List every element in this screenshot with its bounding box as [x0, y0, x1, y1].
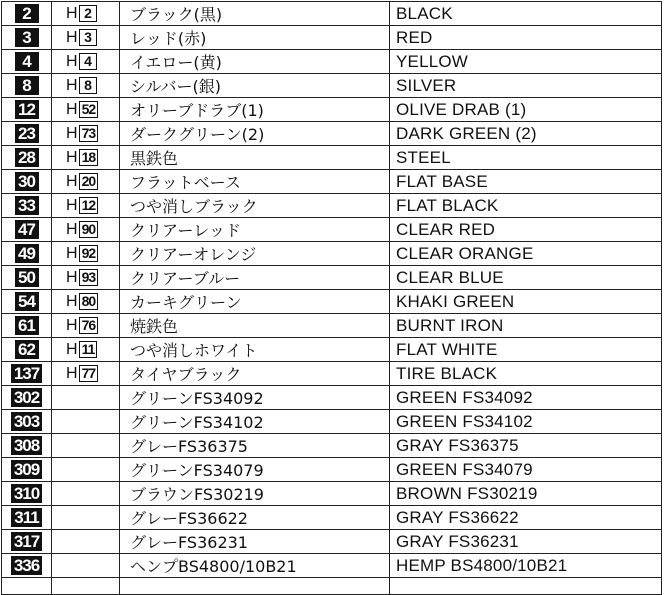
empty-cell [390, 578, 662, 595]
table-row [2, 2, 662, 26]
h-code-cell [52, 554, 120, 578]
paint-code-badge: 8 [15, 76, 39, 95]
english-name-cell: CLEAR ORANGE [390, 242, 662, 266]
paint-code-badge: 137 [11, 364, 42, 383]
paint-code-badge: 308 [11, 436, 42, 455]
h-code-badge: 90 [79, 221, 99, 238]
paint-code-cell [2, 122, 52, 146]
paint-code-cell [2, 146, 52, 170]
paint-code-cell [2, 266, 52, 290]
paint-code-cell [2, 74, 52, 98]
paint-code-cell [2, 26, 52, 50]
paint-code-cell [2, 482, 52, 506]
english-name-cell: RED [390, 26, 662, 50]
paint-code-badge: 317 [11, 532, 42, 551]
paint-code-badge: 61 [15, 316, 39, 335]
paint-code-badge: 50 [15, 268, 39, 287]
table-row [2, 146, 662, 170]
paint-code-cell [2, 314, 52, 338]
paint-code-cell [2, 338, 52, 362]
table-row [2, 338, 662, 362]
english-name-cell: GRAY FS36622 [390, 506, 662, 530]
paint-code-badge: 302 [11, 388, 42, 407]
paint-code-cell [2, 386, 52, 410]
paint-code-badge: 311 [11, 508, 41, 527]
h-code-cell [52, 2, 120, 26]
japanese-name-cell: クリアーレッド [120, 218, 390, 242]
table-row [2, 314, 662, 338]
english-name-cell: GRAY FS36375 [390, 434, 662, 458]
paint-code-cell [2, 194, 52, 218]
table-row [2, 530, 662, 554]
paint-code-cell [2, 50, 52, 74]
h-code-badge: 77 [79, 365, 99, 382]
paint-code-badge: 303 [11, 412, 42, 431]
h-code-cell [52, 218, 120, 242]
h-code-badge: 73 [79, 125, 99, 142]
paint-code-badge: 309 [11, 460, 42, 479]
japanese-name-cell: 黒鉄色 [120, 146, 390, 170]
h-code-cell [52, 458, 120, 482]
paint-code-cell [2, 290, 52, 314]
table-row [2, 386, 662, 410]
english-name-cell: TIRE BLACK [390, 362, 662, 386]
table-row [2, 50, 662, 74]
table-row [2, 170, 662, 194]
japanese-name-cell: フラットベース [120, 170, 390, 194]
paint-code-badge: 47 [15, 220, 39, 239]
english-name-cell: CLEAR BLUE [390, 266, 662, 290]
h-code-cell [52, 242, 120, 266]
english-name-cell: GREEN FS34102 [390, 410, 662, 434]
japanese-name-cell: クリアーオレンジ [120, 242, 390, 266]
english-name-cell: GREEN FS34092 [390, 386, 662, 410]
paint-code-badge: 3 [15, 28, 39, 47]
h-code-cell [52, 50, 120, 74]
h-code-badge: 76 [79, 317, 99, 334]
h-code-cell [52, 506, 120, 530]
h-code-cell [52, 194, 120, 218]
table-row [2, 242, 662, 266]
paint-table [1, 1, 662, 595]
h-prefix: H [66, 220, 78, 238]
h-code-cell [52, 386, 120, 410]
english-name-cell: BLACK [390, 2, 662, 26]
japanese-name-cell: オリーブドラブ(1) [120, 98, 390, 122]
h-code-badge: 20 [79, 173, 99, 190]
h-prefix: H [66, 316, 78, 334]
japanese-name-cell: ブラウンFS30219 [120, 482, 390, 506]
paint-code-badge: 33 [15, 196, 39, 215]
english-name-cell: BROWN FS30219 [390, 482, 662, 506]
h-code-cell [52, 266, 120, 290]
table-row [2, 122, 662, 146]
h-prefix: H [66, 340, 78, 358]
table-row [2, 266, 662, 290]
table-row [2, 410, 662, 434]
english-name-cell: DARK GREEN (2) [390, 122, 662, 146]
paint-code-badge: 4 [15, 52, 39, 71]
english-name-cell: KHAKI GREEN [390, 290, 662, 314]
h-prefix: H [66, 196, 78, 214]
h-prefix: H [66, 28, 78, 46]
japanese-name-cell: タイヤブラック [120, 362, 390, 386]
paint-table-body [2, 2, 662, 595]
japanese-name-cell: カーキグリーン [120, 290, 390, 314]
table-row [2, 434, 662, 458]
english-name-cell: BURNT IRON [390, 314, 662, 338]
empty-cell [52, 578, 120, 595]
paint-code-cell [2, 530, 52, 554]
english-name-cell: CLEAR RED [390, 218, 662, 242]
h-code-cell [52, 26, 120, 50]
h-code-badge: 93 [79, 269, 99, 286]
h-prefix: H [66, 4, 78, 22]
paint-code-cell [2, 458, 52, 482]
japanese-name-cell: ブラック(黒) [120, 2, 390, 26]
english-name-cell: FLAT BLACK [390, 194, 662, 218]
paint-code-cell [2, 218, 52, 242]
h-prefix: H [66, 124, 78, 142]
h-prefix: H [66, 292, 78, 310]
table-row [2, 458, 662, 482]
english-name-cell: YELLOW [390, 50, 662, 74]
h-code-cell [52, 98, 120, 122]
table-row [2, 194, 662, 218]
h-code-cell [52, 146, 120, 170]
table-row [2, 26, 662, 50]
japanese-name-cell: つや消しホワイト [120, 338, 390, 362]
english-name-cell: STEEL [390, 146, 662, 170]
h-code-cell [52, 122, 120, 146]
paint-code-cell [2, 2, 52, 26]
japanese-name-cell: シルバー(銀) [120, 74, 390, 98]
h-code-badge: 92 [79, 245, 99, 262]
h-code-badge: 11 [79, 341, 98, 358]
h-code-badge: 80 [79, 293, 99, 310]
japanese-name-cell: 焼鉄色 [120, 314, 390, 338]
english-name-cell: GRAY FS36231 [390, 530, 662, 554]
h-code-badge: 3 [79, 29, 97, 46]
paint-code-cell [2, 506, 52, 530]
h-code-badge: 8 [79, 77, 97, 94]
paint-code-badge: 62 [15, 340, 39, 359]
h-code-cell [52, 314, 120, 338]
paint-code-cell [2, 554, 52, 578]
h-code-badge: 12 [79, 197, 99, 214]
japanese-name-cell: グリーンFS34092 [120, 386, 390, 410]
japanese-name-cell: つや消しブラック [120, 194, 390, 218]
paint-code-badge: 54 [15, 292, 39, 311]
english-name-cell: FLAT BASE [390, 170, 662, 194]
h-code-cell [52, 482, 120, 506]
h-code-badge: 18 [79, 149, 99, 166]
english-name-cell: OLIVE DRAB (1) [390, 98, 662, 122]
h-prefix: H [66, 172, 78, 190]
h-prefix: H [66, 268, 78, 286]
japanese-name-cell: グリーンFS34079 [120, 458, 390, 482]
h-prefix: H [66, 244, 78, 262]
english-name-cell: SILVER [390, 74, 662, 98]
empty-cell [120, 578, 390, 595]
paint-code-badge: 30 [15, 172, 39, 191]
h-code-cell [52, 170, 120, 194]
japanese-name-cell: グレーFS36375 [120, 434, 390, 458]
table-row [2, 362, 662, 386]
table-row [2, 290, 662, 314]
h-code-cell [52, 74, 120, 98]
table-row [2, 98, 662, 122]
paint-code-cell [2, 410, 52, 434]
japanese-name-cell: レッド(赤) [120, 26, 390, 50]
h-prefix: H [66, 100, 78, 118]
english-name-cell: HEMP BS4800/10B21 [390, 554, 662, 578]
japanese-name-cell: グレーFS36231 [120, 530, 390, 554]
h-code-badge: 4 [79, 53, 97, 70]
empty-cell [2, 578, 52, 595]
h-code-cell [52, 530, 120, 554]
h-code-cell [52, 362, 120, 386]
english-name-cell: FLAT WHITE [390, 338, 662, 362]
h-code-cell [52, 410, 120, 434]
table-row [2, 554, 662, 578]
japanese-name-cell: イエロー(黄) [120, 50, 390, 74]
japanese-name-cell: クリアーブルー [120, 266, 390, 290]
h-code-cell [52, 434, 120, 458]
h-prefix: H [66, 52, 78, 70]
table-row [2, 506, 662, 530]
h-prefix: H [66, 76, 78, 94]
h-code-badge: 2 [79, 5, 97, 22]
english-name-cell: GREEN FS34079 [390, 458, 662, 482]
paint-code-cell [2, 170, 52, 194]
table-row [2, 74, 662, 98]
paint-code-cell [2, 242, 52, 266]
japanese-name-cell: ヘンプBS4800/10B21 [120, 554, 390, 578]
h-prefix: H [66, 148, 78, 166]
paint-code-cell [2, 98, 52, 122]
paint-code-badge: 12 [15, 100, 39, 119]
japanese-name-cell: グリーンFS34102 [120, 410, 390, 434]
paint-code-cell [2, 434, 52, 458]
h-prefix: H [66, 364, 78, 382]
h-code-cell [52, 338, 120, 362]
table-row [2, 218, 662, 242]
table-row [2, 482, 662, 506]
empty-row [2, 578, 662, 595]
paint-code-badge: 336 [11, 556, 42, 575]
japanese-name-cell: ダークグリーン(2) [120, 122, 390, 146]
paint-code-badge: 49 [15, 244, 39, 263]
h-code-cell [52, 290, 120, 314]
paint-code-badge: 2 [15, 4, 39, 23]
paint-code-badge: 28 [15, 148, 39, 167]
h-code-badge: 52 [79, 101, 99, 118]
paint-code-badge: 23 [15, 124, 39, 143]
japanese-name-cell: グレーFS36622 [120, 506, 390, 530]
paint-code-badge: 310 [11, 484, 42, 503]
paint-code-cell [2, 362, 52, 386]
